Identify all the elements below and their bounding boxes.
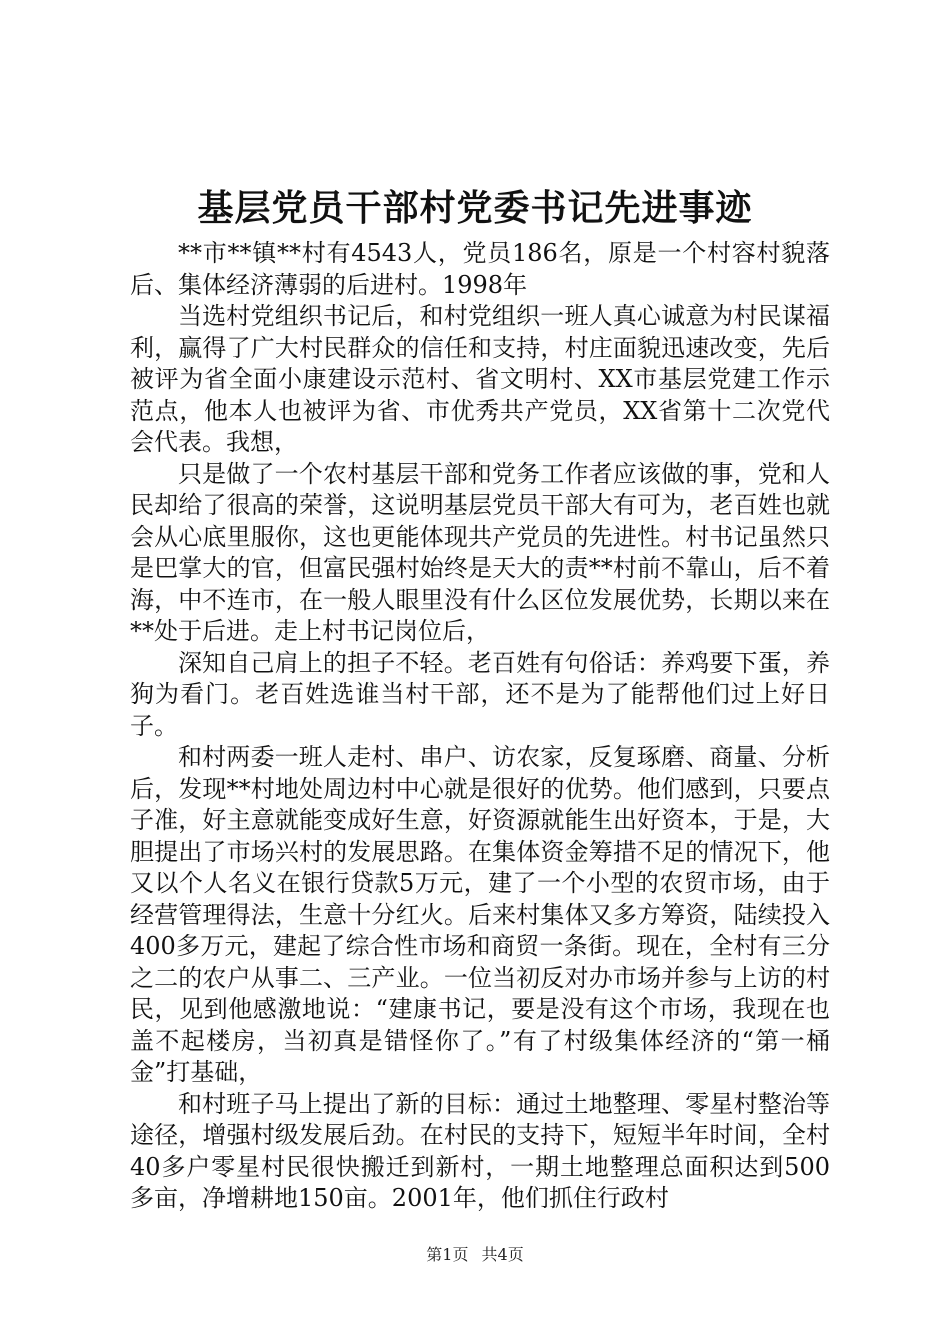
paragraph: 和村班子马上提出了新的目标：通过土地整理、零星村整治等途径，增强村级发展后劲。在村民的支持下，短短半年时间，全村40多户零星村民很快搬迁到新村，一期土地整理总面积达到500多亩，净增耕地150亩。2001年，他们抓住行政村 — [130, 1089, 830, 1212]
document-body — [130, 238, 830, 1215]
paragraph: 和村两委一班人走村、串户、访农家，反复琢磨、商量、分析后，发现**村地处周边村中心就是很好的优势。他们感到，只要点子准，好主意就能变成好生意，好资源就能生出好资本，于是，大胆提出了市场兴村的发展思路。在集体资金筹措不足的情况下，他又以个人名义在银行贷款5万元，建了一个小型的农贸市场，由于经营管理得法，生意十分红火。后来村集体又多方筹资，陆续投入400多万元，建起了综合性市场和商贸一条街。现在，全村有三分之二的农户从事二、三产业。一位当初反对办市场并参与上访的村民，见到他感激地说：“建康书记，要是没有这个市场，我现在也盖不起楼房，当初真是错怪你了。”有了村级集体经济的“第一桶金”打基础， — [130, 743, 830, 1086]
page-number: 第1页 — [426, 1245, 469, 1264]
page-footer — [0, 1244, 950, 1266]
document-title: 基层党员干部村党委书记先进事迹 — [197, 187, 753, 229]
page-total: 共4页 — [481, 1245, 524, 1264]
paragraph: 当选村党组织书记后，和村党组织一班人真心诚意为村民谋福利，赢得了广大村民群众的信任和支持，村庄面貌迅速改变，先后被评为省全面小康建设示范村、省文明村、XX市基层党建工作示范点，他本人也被评为省、市优秀共产党员，XX省第十二次党代会代表。我想， — [130, 302, 830, 456]
paragraph: **市**镇**村有4543人，党员186名，原是一个村容村貌落后、集体经济薄弱的后进村。1998年 — [130, 239, 830, 299]
paragraph: 只是做了一个农村基层干部和党务工作者应该做的事，党和人民却给了很高的荣誉，这说明基层党员干部大有可为，老百姓也就会从心底里服你，这也更能体现共产党员的先进性。村书记虽然只是巴掌大的官，但富民强村始终是天大的责**村前不靠山，后不着海，中不连市，在一般人眼里没有什么区位发展优势，长期以来在**处于后进。走上村书记岗位后， — [130, 459, 830, 645]
paragraph: 深知自己肩上的担子不轻。老百姓有句俗话：养鸡要下蛋，养狗为看门。老百姓选谁当村干部，还不是为了能帮他们过上好日子。 — [130, 648, 830, 740]
